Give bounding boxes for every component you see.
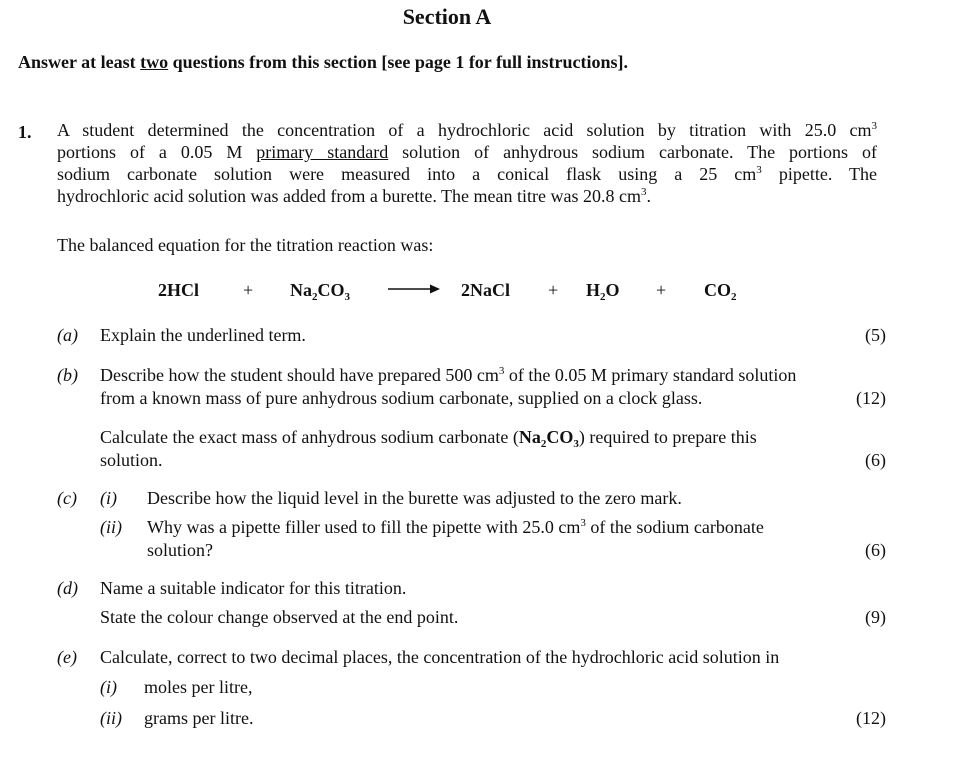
- intro-line-2: [57, 141, 877, 163]
- superscript: 3: [641, 186, 647, 198]
- part-c-label: [57, 487, 77, 509]
- superscript: 3: [756, 164, 762, 176]
- part-d-line-1: Name a suitable indicator for this titration.: [100, 578, 407, 598]
- subscript: 3: [344, 291, 350, 303]
- equation-label: The balanced equation for the titration reaction was:: [57, 235, 434, 255]
- part-b-text-end: of the 0.05 M primary standard solution: [504, 365, 797, 385]
- part-c-i-text: Describe how the liquid level in the burette was adjusted to the zero mark.: [147, 488, 682, 508]
- part-c-ii-text-end: of the sodium carbonate: [585, 517, 764, 537]
- formula-part: CO: [546, 427, 574, 447]
- section-title: Section A: [402, 4, 492, 29]
- part-e-line-1: Calculate, correct to two decimal places, the concentration of the hydrochloric acid solution in: [100, 647, 780, 667]
- subscript: 3: [573, 438, 579, 450]
- part-e-marks: (12): [856, 708, 886, 728]
- plus-sign: +: [243, 280, 254, 300]
- intro-line-3-text: sodium carbonate solution were measured into a conical flask using a 25 cm: [57, 164, 757, 184]
- subscript: 2: [600, 291, 606, 303]
- superscript: 3: [871, 120, 877, 132]
- instructions-text-start: Answer at least: [18, 52, 141, 72]
- part-e-ii-label: [100, 707, 122, 729]
- part-c-i-label-text: (i): [100, 488, 117, 508]
- product-nacl: 2NaCl: [461, 280, 510, 300]
- intro-line-1-text: A student determined the concentration of a hydrochloric acid solution by titration with 25.0 cm: [57, 120, 872, 140]
- intro-line-3: [57, 163, 877, 185]
- intro-line-4: [57, 185, 877, 207]
- intro-line-4-text-end: .: [646, 186, 651, 206]
- part-b-calc-line-1: [100, 426, 757, 448]
- calc-formula: [518, 427, 579, 450]
- product-co2: [704, 279, 737, 301]
- section-instructions: [18, 51, 628, 73]
- part-d-label: [57, 577, 78, 599]
- intro-line-2-text-end: solution of anhydrous sodium carbonate. The portions of: [388, 142, 877, 162]
- formula-part: Na: [290, 280, 312, 300]
- reaction-arrow-icon: [388, 282, 440, 296]
- plus-sign: +: [656, 280, 667, 300]
- part-b-marks-1: (12): [856, 388, 886, 408]
- part-a-label: [57, 324, 78, 346]
- part-e-ii-text: grams per litre.: [144, 708, 254, 728]
- part-e-i-label-text: (i): [100, 677, 117, 697]
- subscript: 2: [731, 291, 737, 303]
- calc-text-end: ) required to prepare this: [578, 427, 757, 447]
- part-b-label: [57, 364, 78, 386]
- intro-line-1: [57, 119, 877, 141]
- part-a-marks: (5): [865, 325, 886, 345]
- part-c-ii-text: Why was a pipette filler used to fill the pipette with 25.0 cm: [147, 517, 581, 537]
- part-c-marks: (6): [865, 540, 886, 560]
- intro-line-3-text-end: pipette. The: [761, 164, 878, 184]
- part-c-ii-label: [100, 516, 122, 538]
- formula-part: O: [605, 280, 620, 300]
- subscript: 2: [312, 291, 318, 303]
- part-e-label: [57, 646, 77, 668]
- part-b-text: Describe how the student should have prepared 500 cm: [100, 365, 499, 385]
- part-a-label-text: (a): [57, 325, 78, 345]
- part-e-i-text: moles per litre,: [144, 677, 253, 697]
- part-b-marks-2: (6): [865, 450, 886, 470]
- calc-text: Calculate the exact mass of anhydrous sodium carbonate (: [100, 427, 519, 447]
- plus-sign: +: [548, 280, 559, 300]
- part-b-calc-line-2: solution.: [100, 450, 163, 470]
- question-number: 1.: [18, 122, 32, 142]
- instructions-text-end: questions from this section [see page 1 for full instructions].: [168, 52, 628, 72]
- subscript: 2: [540, 438, 547, 450]
- instructions-underlined: two: [140, 52, 169, 72]
- intro-line-2-text: portions of a 0.05 M: [57, 142, 257, 162]
- part-d-marks: (9): [865, 607, 886, 627]
- part-d-line-2: State the colour change observed at the end point.: [100, 607, 459, 627]
- formula-part: Na: [518, 427, 541, 447]
- part-b-line-1: [100, 364, 796, 386]
- part-e-i-label: [100, 676, 117, 698]
- reactant-na2co3: [290, 279, 350, 301]
- formula-part: CO: [704, 280, 731, 300]
- formula-part: H: [586, 280, 601, 300]
- part-b-line-2: from a known mass of pure anhydrous sodium carbonate, supplied on a clock glass.: [100, 388, 703, 408]
- part-c-i-label: [100, 487, 117, 509]
- part-e-ii-label-text: (ii): [100, 708, 122, 728]
- part-a-text: Explain the underlined term.: [100, 325, 306, 345]
- part-c-ii-label-text: (ii): [100, 517, 122, 537]
- product-h2o: [586, 279, 620, 301]
- underlined-term: primary standard: [256, 142, 389, 162]
- formula-part: CO: [317, 280, 345, 300]
- reactant-hcl: 2HCl: [158, 280, 200, 300]
- part-d-label-text: (d): [57, 578, 78, 598]
- superscript: 3: [498, 365, 505, 377]
- part-c-ii-line-1: [147, 516, 764, 538]
- part-c-ii-line-2: solution?: [147, 540, 213, 560]
- superscript: 3: [580, 517, 586, 529]
- intro-line-4-text: hydrochloric acid solution was added from a burette. The mean titre was 20.8 cm: [57, 186, 641, 206]
- part-e-label-text: (e): [57, 647, 77, 667]
- part-b-label-text: (b): [57, 365, 78, 385]
- question-intro: [57, 119, 877, 207]
- part-c-label-text: (c): [57, 488, 77, 508]
